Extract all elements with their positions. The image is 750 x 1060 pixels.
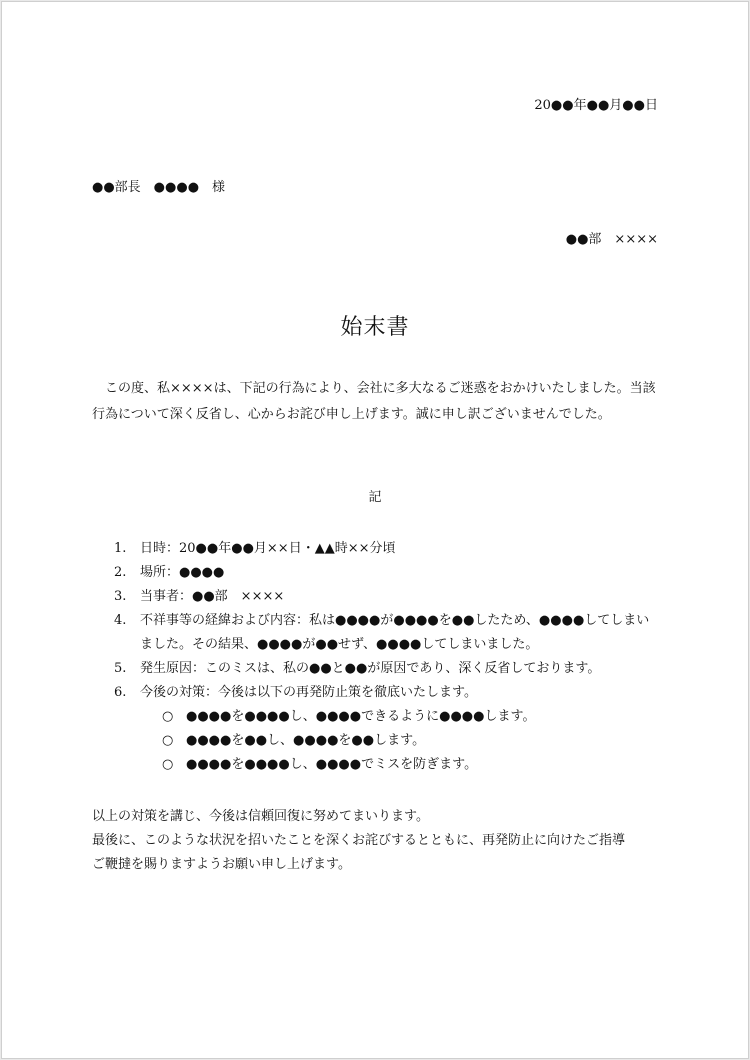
item-number: 5. [114, 661, 127, 676]
document-page [1, 1, 749, 1059]
list-item [114, 561, 662, 585]
list-item [114, 537, 662, 561]
item-text-measures: 今後の対策：今後は以下の再発防止策を徹底いたします。 [140, 685, 477, 700]
item-number: 3. [114, 589, 127, 604]
circle-bullet-icon: ○ [162, 757, 174, 772]
document-title: 始末書 [340, 315, 410, 340]
list-item [114, 657, 662, 681]
measure-item [162, 753, 662, 777]
item-text-cause: 発生原因：このミスは、私の●●と●●が原因であり、深く反省しております。 [140, 661, 601, 676]
recipient-name: ●●部長 ●●●● 様 [92, 180, 226, 195]
item-text-details: 不祥事等の経緯および内容：私は●●●●が●●●●を●●したため、●●●●してしまいました。その結果、●●●●が●●せず、●●●●してしまいました。 [140, 613, 650, 652]
measure-text: ●●●●を●●●●し、●●●●できるように●●●●します。 [186, 709, 536, 724]
item-number: 6. [114, 685, 127, 700]
item-number: 1. [114, 541, 127, 556]
measure-text: ●●●●を●●●●し、●●●●でミスを防ぎます。 [186, 757, 478, 772]
measure-item [162, 729, 662, 753]
measure-text: ●●●●を●●し、●●●●を●●します。 [186, 733, 426, 748]
sender-name: ●●部 ×××× [565, 232, 658, 247]
intro-paragraph: この度、私××××は、下記の行為により、会社に多大なるご迷惑をおかけいたしました。当該行為について深く反省し、心からお詫び申し上げます。誠に申し訳ございませんでした。 [92, 381, 656, 422]
item-text-location: 場所：●●●● [140, 565, 225, 580]
closing-line: ご鞭撻を賜りますようお願い申し上げます。 [92, 857, 351, 872]
ki-heading: 記 [368, 490, 382, 505]
measure-item [162, 705, 662, 729]
item-text-datetime: 日時：20●●年●●月××日・▲▲時××分頃 [140, 541, 396, 556]
document-date: 20●●年●●月●●日 [534, 98, 658, 113]
list-item [114, 681, 662, 705]
circle-bullet-icon: ○ [162, 733, 174, 748]
circle-bullet-icon: ○ [162, 709, 174, 724]
list-item [114, 585, 662, 609]
closing-line: 最後に、このような状況を招いたことを深くお詫びするとともに、再発防止に向けたご指導 [92, 833, 626, 848]
closing-line: 以上の対策を講じ、今後は信頼回復に努めてまいります。 [92, 809, 429, 824]
item-text-party: 当事者：●●部 ×××× [140, 589, 285, 604]
item-number: 4. [114, 613, 127, 628]
item-list [114, 537, 662, 777]
list-item [114, 609, 662, 657]
closing-paragraph [92, 805, 662, 877]
item-number: 2. [114, 565, 127, 580]
